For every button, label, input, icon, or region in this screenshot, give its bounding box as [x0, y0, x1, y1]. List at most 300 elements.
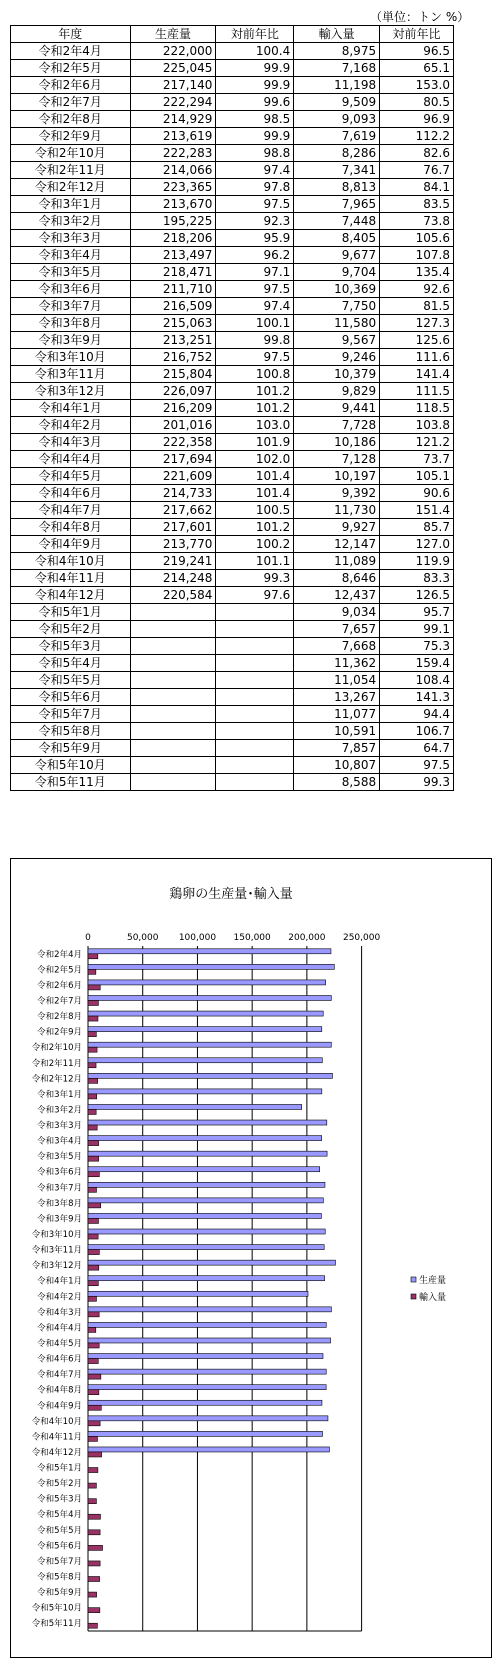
table-row — [11, 519, 454, 536]
import-bar — [88, 1047, 97, 1052]
cell-import-yoy: 153.0 — [380, 77, 454, 94]
import-bar — [88, 1483, 96, 1488]
import-bar — [88, 1078, 98, 1083]
cell-production: 211,710 — [130, 281, 216, 298]
cell-production-yoy: 100.4 — [216, 43, 294, 60]
cell-import-yoy: 141.3 — [380, 689, 454, 706]
cell-production-yoy: 99.3 — [216, 570, 294, 587]
cell-period: 令和5年5月 — [11, 672, 131, 689]
cell-import-yoy: 105.6 — [380, 230, 454, 247]
cell-production: 216,752 — [130, 349, 216, 366]
cell-production-yoy: 101.9 — [216, 434, 294, 451]
cell-period: 令和2年6月 — [11, 77, 131, 94]
table-row — [11, 162, 454, 179]
cell-import-yoy: 75.3 — [380, 638, 454, 655]
category-label: 令和5年9月 — [37, 1588, 82, 1599]
table-row — [11, 349, 454, 366]
cell-import-yoy: 106.7 — [380, 723, 454, 740]
cell-period: 令和4年7月 — [11, 502, 131, 519]
production-bar — [88, 1120, 327, 1125]
cell-period: 令和4年5月 — [11, 468, 131, 485]
table-row — [11, 536, 454, 553]
cell-production-yoy: 102.0 — [216, 451, 294, 468]
production-bar — [88, 995, 331, 1000]
table-row — [11, 468, 454, 485]
cell-production-yoy — [216, 706, 294, 723]
cell-period: 令和5年11月 — [11, 774, 131, 791]
data-table — [10, 25, 454, 791]
cell-import: 11,730 — [294, 502, 380, 519]
cell-production: 221,609 — [130, 468, 216, 485]
table-header-row — [11, 26, 454, 43]
production-bar — [88, 1011, 323, 1016]
category-label: 令和2年5月 — [37, 965, 82, 976]
cell-import: 7,128 — [294, 451, 380, 468]
cell-production: 216,509 — [130, 298, 216, 315]
category-label: 令和4年7月 — [37, 1370, 82, 1381]
cell-period: 令和3年5月 — [11, 264, 131, 281]
category-label: 令和3年5月 — [37, 1152, 82, 1163]
cell-import-yoy: 141.4 — [380, 366, 454, 383]
cell-import: 11,580 — [294, 315, 380, 332]
cell-import-yoy: 73.7 — [380, 451, 454, 468]
cell-period: 令和5年4月 — [11, 655, 131, 672]
table-row — [11, 128, 454, 145]
table-row — [11, 757, 454, 774]
cell-period: 令和2年12月 — [11, 179, 131, 196]
import-bar — [88, 1312, 99, 1317]
import-bar — [88, 1468, 98, 1473]
import-bar — [88, 1343, 99, 1348]
cell-production-yoy: 99.9 — [216, 128, 294, 145]
cell-production — [130, 621, 216, 638]
category-label: 令和4年2月 — [37, 1292, 82, 1303]
table-row — [11, 77, 454, 94]
table-row — [11, 689, 454, 706]
import-bar — [88, 1218, 98, 1223]
production-bar — [88, 1104, 302, 1109]
import-bar — [88, 954, 98, 959]
cell-production-yoy: 97.1 — [216, 264, 294, 281]
category-label: 令和5年8月 — [37, 1572, 82, 1583]
category-label: 令和4年5月 — [37, 1338, 82, 1349]
category-label: 令和5年6月 — [37, 1541, 82, 1552]
cell-production: 215,804 — [130, 366, 216, 383]
cell-production — [130, 757, 216, 774]
table-row — [11, 196, 454, 213]
cell-import: 8,588 — [294, 774, 380, 791]
import-bar — [88, 1063, 96, 1068]
cell-import: 8,286 — [294, 145, 380, 162]
cell-production-yoy: 99.9 — [216, 60, 294, 77]
import-bar — [88, 1577, 100, 1582]
category-label: 令和4年9月 — [37, 1401, 82, 1412]
cell-import: 10,369 — [294, 281, 380, 298]
cell-import-yoy: 81.5 — [380, 298, 454, 315]
cell-import: 7,341 — [294, 162, 380, 179]
import-bar — [88, 1561, 100, 1566]
legend-swatch — [411, 1294, 416, 1299]
cell-production: 225,045 — [130, 60, 216, 77]
header-period: 年度 — [11, 26, 131, 43]
cell-production: 213,251 — [130, 332, 216, 349]
cell-import: 7,448 — [294, 213, 380, 230]
category-label: 令和2年12月 — [31, 1074, 82, 1085]
cell-production: 213,497 — [130, 247, 216, 264]
cell-production-yoy: 95.9 — [216, 230, 294, 247]
cell-production — [130, 638, 216, 655]
cell-production-yoy — [216, 621, 294, 638]
table-row — [11, 230, 454, 247]
production-bar — [88, 1307, 331, 1312]
cell-production: 214,929 — [130, 111, 216, 128]
import-bar — [88, 1141, 99, 1146]
import-bar — [88, 1452, 102, 1457]
production-bar — [88, 1042, 331, 1047]
cell-import-yoy: 80.5 — [380, 94, 454, 111]
cell-import-yoy: 90.6 — [380, 485, 454, 502]
category-label: 令和5年4月 — [37, 1510, 82, 1521]
cell-production: 223,365 — [130, 179, 216, 196]
production-bar — [88, 1400, 322, 1405]
cell-import: 9,677 — [294, 247, 380, 264]
cell-period: 令和3年3月 — [11, 230, 131, 247]
cell-period: 令和3年8月 — [11, 315, 131, 332]
category-label: 令和3年4月 — [37, 1136, 82, 1147]
category-label: 令和4年11月 — [31, 1432, 82, 1443]
x-tick-label: 50,000 — [126, 933, 159, 943]
table-row — [11, 740, 454, 757]
production-bar — [88, 1291, 308, 1296]
cell-production-yoy: 101.4 — [216, 485, 294, 502]
cell-production-yoy: 101.2 — [216, 519, 294, 536]
category-label: 令和2年8月 — [37, 1012, 82, 1023]
category-label: 令和4年12月 — [31, 1447, 82, 1458]
chart-title: 鶏卵の生産量･輸入量 — [169, 887, 293, 902]
cell-production: 213,670 — [130, 196, 216, 213]
table-row — [11, 655, 454, 672]
cell-import: 9,441 — [294, 400, 380, 417]
cell-period: 令和4年6月 — [11, 485, 131, 502]
cell-period: 令和2年7月 — [11, 94, 131, 111]
cell-production: 214,248 — [130, 570, 216, 587]
cell-import-yoy: 119.9 — [380, 553, 454, 570]
production-bar — [88, 1354, 323, 1359]
category-label: 令和4年8月 — [37, 1385, 82, 1396]
production-bar — [88, 1213, 321, 1218]
x-tick-label: 250,000 — [342, 933, 381, 943]
table-row — [11, 723, 454, 740]
cell-import-yoy: 99.1 — [380, 621, 454, 638]
cell-production-yoy — [216, 604, 294, 621]
import-bar — [88, 1296, 96, 1301]
cell-period: 令和5年1月 — [11, 604, 131, 621]
production-bar — [88, 1322, 326, 1327]
cell-production-yoy: 100.5 — [216, 502, 294, 519]
cell-period: 令和4年12月 — [11, 587, 131, 604]
cell-period: 令和2年10月 — [11, 145, 131, 162]
cell-production — [130, 740, 216, 757]
cell-production: 213,619 — [130, 128, 216, 145]
cell-production-yoy — [216, 740, 294, 757]
cell-import-yoy: 111.5 — [380, 383, 454, 400]
production-bar — [88, 1089, 322, 1094]
cell-production — [130, 672, 216, 689]
category-label: 令和5年2月 — [37, 1479, 82, 1490]
table-row — [11, 570, 454, 587]
cell-production: 216,209 — [130, 400, 216, 417]
cell-production: 213,770 — [130, 536, 216, 553]
table-row — [11, 553, 454, 570]
table-row — [11, 94, 454, 111]
header-production: 生産量 — [130, 26, 216, 43]
cell-import: 7,168 — [294, 60, 380, 77]
cell-production-yoy: 97.8 — [216, 179, 294, 196]
cell-production-yoy: 96.2 — [216, 247, 294, 264]
import-bar — [88, 1000, 98, 1005]
import-bar — [88, 1592, 97, 1597]
category-label: 令和5年3月 — [37, 1494, 82, 1505]
cell-production: 217,140 — [130, 77, 216, 94]
category-label: 令和5年11月 — [31, 1619, 82, 1630]
cell-production-yoy: 99.9 — [216, 77, 294, 94]
cell-import: 8,405 — [294, 230, 380, 247]
cell-production: 222,000 — [130, 43, 216, 60]
cell-import: 10,591 — [294, 723, 380, 740]
cell-import: 9,246 — [294, 349, 380, 366]
cell-import-yoy: 82.6 — [380, 145, 454, 162]
production-bar — [88, 1073, 332, 1078]
cell-import: 7,857 — [294, 740, 380, 757]
cell-import-yoy: 111.6 — [380, 349, 454, 366]
cell-import: 11,198 — [294, 77, 380, 94]
table-row — [11, 145, 454, 162]
category-label: 令和3年7月 — [37, 1183, 82, 1194]
cell-production: 220,584 — [130, 587, 216, 604]
cell-production-yoy: 99.6 — [216, 94, 294, 111]
production-bar — [88, 949, 331, 954]
table-row — [11, 638, 454, 655]
cell-period: 令和2年5月 — [11, 60, 131, 77]
cell-production-yoy: 101.2 — [216, 400, 294, 417]
production-bar — [88, 1136, 322, 1141]
cell-import-yoy: 135.4 — [380, 264, 454, 281]
import-bar — [88, 969, 96, 974]
cell-production-yoy: 97.6 — [216, 587, 294, 604]
header-import: 輸入量 — [294, 26, 380, 43]
category-label: 令和2年10月 — [31, 1043, 82, 1054]
import-bar — [88, 1421, 100, 1426]
cell-production: 214,066 — [130, 162, 216, 179]
cell-import-yoy: 65.1 — [380, 60, 454, 77]
import-bar — [88, 1327, 96, 1332]
cell-production: 218,206 — [130, 230, 216, 247]
category-label: 令和4年6月 — [37, 1354, 82, 1365]
table-row — [11, 587, 454, 604]
cell-production: 218,471 — [130, 264, 216, 281]
production-bar — [88, 1338, 331, 1343]
production-bar — [88, 1229, 325, 1234]
cell-period: 令和4年9月 — [11, 536, 131, 553]
table-row — [11, 434, 454, 451]
cell-import-yoy: 85.7 — [380, 519, 454, 536]
table-row — [11, 451, 454, 468]
header-import-yoy: 対前年比 — [380, 26, 454, 43]
cell-period: 令和5年6月 — [11, 689, 131, 706]
cell-import-yoy: 83.5 — [380, 196, 454, 213]
cell-production-yoy: 100.2 — [216, 536, 294, 553]
cell-production-yoy — [216, 672, 294, 689]
table-row — [11, 502, 454, 519]
table-row — [11, 774, 454, 791]
cell-production-yoy: 100.8 — [216, 366, 294, 383]
production-bar — [88, 1447, 329, 1452]
cell-import: 9,093 — [294, 111, 380, 128]
cell-import: 11,077 — [294, 706, 380, 723]
cell-period: 令和4年10月 — [11, 553, 131, 570]
cell-import: 7,619 — [294, 128, 380, 145]
table-row — [11, 485, 454, 502]
cell-import: 13,267 — [294, 689, 380, 706]
table-row — [11, 264, 454, 281]
cell-production — [130, 706, 216, 723]
unit-label: （単位：トン %） — [370, 10, 470, 24]
cell-import: 7,657 — [294, 621, 380, 638]
cell-production-yoy: 101.4 — [216, 468, 294, 485]
cell-production: 219,241 — [130, 553, 216, 570]
cell-import: 7,668 — [294, 638, 380, 655]
cell-production-yoy: 101.1 — [216, 553, 294, 570]
cell-import: 7,728 — [294, 417, 380, 434]
cell-period: 令和5年8月 — [11, 723, 131, 740]
import-bar — [88, 1281, 98, 1286]
cell-import-yoy: 151.4 — [380, 502, 454, 519]
import-bar — [88, 1172, 99, 1177]
x-tick-label: 100,000 — [178, 933, 217, 943]
x-tick-label: 0 — [85, 933, 91, 943]
table-row — [11, 213, 454, 230]
import-bar — [88, 1032, 96, 1037]
table-row — [11, 43, 454, 60]
category-label: 令和4年4月 — [37, 1323, 82, 1334]
category-label: 令和5年7月 — [37, 1556, 82, 1567]
cell-import: 9,509 — [294, 94, 380, 111]
import-bar — [88, 1608, 100, 1613]
cell-production-yoy: 92.3 — [216, 213, 294, 230]
cell-production-yoy: 97.4 — [216, 298, 294, 315]
import-bar — [88, 1623, 97, 1628]
table-row — [11, 247, 454, 264]
x-tick-label: 150,000 — [233, 933, 271, 943]
cell-production-yoy: 97.5 — [216, 281, 294, 298]
cell-period: 令和2年11月 — [11, 162, 131, 179]
import-bar — [88, 1187, 96, 1192]
cell-import-yoy: 94.4 — [380, 706, 454, 723]
cell-import-yoy: 112.2 — [380, 128, 454, 145]
import-bar — [88, 1374, 101, 1379]
cell-production: 217,662 — [130, 502, 216, 519]
cell-import: 9,034 — [294, 604, 380, 621]
category-label: 令和5年10月 — [31, 1603, 82, 1614]
cell-production: 215,063 — [130, 315, 216, 332]
cell-production — [130, 689, 216, 706]
cell-import: 9,927 — [294, 519, 380, 536]
import-bar — [88, 1390, 99, 1395]
cell-period: 令和3年9月 — [11, 332, 131, 349]
cell-import: 12,147 — [294, 536, 380, 553]
cell-import: 10,186 — [294, 434, 380, 451]
table-row — [11, 332, 454, 349]
import-bar — [88, 1499, 96, 1504]
import-bar — [88, 985, 100, 990]
production-bar — [88, 1198, 323, 1203]
cell-production-yoy — [216, 723, 294, 740]
cell-import: 7,965 — [294, 196, 380, 213]
category-label: 令和5年1月 — [37, 1463, 82, 1474]
table-row — [11, 366, 454, 383]
cell-import-yoy: 64.7 — [380, 740, 454, 757]
table-row — [11, 315, 454, 332]
category-label: 令和5年5月 — [37, 1525, 82, 1536]
production-bar — [88, 1245, 324, 1250]
cell-production — [130, 655, 216, 672]
production-bar — [88, 1369, 326, 1374]
chart-legend — [411, 1274, 446, 1303]
import-bar — [88, 1405, 101, 1410]
import-bar — [88, 1125, 97, 1130]
production-bar — [88, 1431, 322, 1436]
cell-import-yoy: 76.7 — [380, 162, 454, 179]
import-bar — [88, 1545, 103, 1550]
cell-import: 10,197 — [294, 468, 380, 485]
production-bar — [88, 1058, 322, 1063]
cell-import: 8,646 — [294, 570, 380, 587]
production-bar — [88, 1167, 320, 1172]
cell-import-yoy: 127.3 — [380, 315, 454, 332]
cell-period: 令和4年1月 — [11, 400, 131, 417]
production-bar — [88, 964, 334, 969]
cell-production: 201,016 — [130, 417, 216, 434]
import-bar — [88, 1436, 97, 1441]
cell-production-yoy: 103.0 — [216, 417, 294, 434]
cell-import-yoy: 84.1 — [380, 179, 454, 196]
cell-production-yoy — [216, 757, 294, 774]
cell-import: 7,750 — [294, 298, 380, 315]
cell-production: 217,694 — [130, 451, 216, 468]
chart-frame — [10, 858, 492, 1658]
cell-import-yoy: 127.0 — [380, 536, 454, 553]
cell-production — [130, 723, 216, 740]
category-label: 令和2年6月 — [37, 980, 82, 991]
cell-period: 令和4年4月 — [11, 451, 131, 468]
production-bar — [88, 1182, 325, 1187]
cell-period: 令和4年11月 — [11, 570, 131, 587]
import-bar — [88, 1514, 100, 1519]
category-label: 令和3年6月 — [37, 1167, 82, 1178]
category-label: 令和2年9月 — [37, 1027, 82, 1038]
cell-period: 令和3年1月 — [11, 196, 131, 213]
cell-import: 9,829 — [294, 383, 380, 400]
import-bar — [88, 1530, 100, 1535]
cell-production: 222,294 — [130, 94, 216, 111]
category-label: 令和4年3月 — [37, 1307, 82, 1318]
legend-label: 生産量 — [419, 1276, 447, 1286]
category-label: 令和3年10月 — [31, 1230, 82, 1241]
table-row — [11, 400, 454, 417]
table-row — [11, 281, 454, 298]
cell-production: 214,733 — [130, 485, 216, 502]
category-label: 令和3年12月 — [31, 1261, 82, 1272]
